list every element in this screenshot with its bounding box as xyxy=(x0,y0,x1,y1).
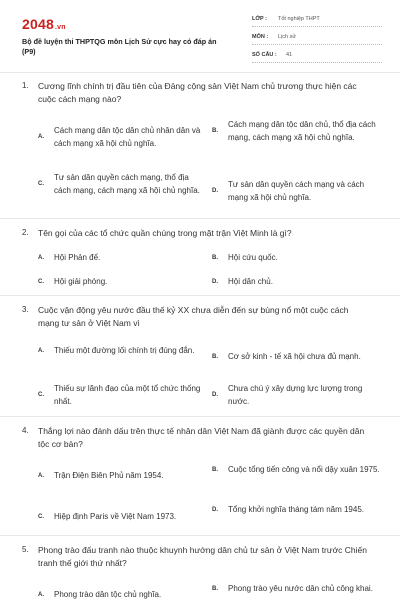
document-title: Bộ đề luyện thi THPTQG môn Lịch Sử cực hay có đáp án (P9) xyxy=(22,37,217,56)
meta-row-class xyxy=(252,14,382,27)
option-text: Hội Phản đế. xyxy=(54,253,101,262)
option-text: Tổng khởi nghĩa tháng tám năm 1945. xyxy=(228,505,364,514)
option-letter: A. xyxy=(38,347,44,354)
option-b[interactable] xyxy=(212,463,382,476)
option-text: Cơ sở kinh - tế xã hội chưa đủ mạnh. xyxy=(228,352,361,361)
option-text: Hội cứu quốc. xyxy=(228,253,278,262)
option-d[interactable] xyxy=(212,503,382,516)
option-text: Hội giải phóng. xyxy=(54,277,108,286)
option-letter: B. xyxy=(212,254,218,261)
document-header xyxy=(22,12,382,62)
option-letter: B. xyxy=(212,466,218,473)
option-b[interactable] xyxy=(212,350,382,363)
meta-value: 41 xyxy=(286,52,293,58)
option-letter: D. xyxy=(212,188,218,194)
option-text: Trận Điện Biên Phủ năm 1954. xyxy=(54,471,164,480)
option-c[interactable] xyxy=(38,382,213,408)
option-letter: D. xyxy=(212,506,218,513)
option-a[interactable] xyxy=(38,124,213,150)
meta-row-subject xyxy=(252,32,382,45)
option-text: Cách mạng dân tộc dân chủ nhân dân và cách mạng xã hội chủ nghĩa. xyxy=(54,126,201,148)
option-c[interactable] xyxy=(38,275,213,288)
option-a[interactable] xyxy=(38,588,213,600)
divider xyxy=(0,535,400,536)
option-letter: C. xyxy=(38,392,44,398)
meta-label: MÔN : xyxy=(252,34,269,40)
logo-suffix: .vn xyxy=(54,24,66,31)
option-a[interactable] xyxy=(38,469,213,482)
option-text: Thiếu sự lãnh đạo của một tổ chức thống nhất. xyxy=(54,384,201,406)
option-text: Hiệp định Paris về Việt Nam 1973. xyxy=(54,512,177,521)
question-text: Cuộc vận động yêu nước đầu thế kỷ XX chưa diễn đến sự bùng nổ một cuộc cách mạng tư sản ở Việt Nam vì xyxy=(38,305,349,328)
option-a[interactable] xyxy=(38,251,213,264)
question-number: 5. xyxy=(22,545,29,554)
meta-value: Lịch sử xyxy=(278,34,297,40)
option-text: Tư sản dân quyền cách mạng và cách mạng xã hội chủ nghĩa. xyxy=(228,180,365,202)
meta-label: SỐ CÂU : xyxy=(252,52,277,58)
option-d[interactable] xyxy=(212,382,382,408)
option-letter: A. xyxy=(38,254,44,261)
option-b[interactable] xyxy=(212,118,382,144)
option-letter: B. xyxy=(212,353,218,360)
option-letter: D. xyxy=(212,278,218,285)
option-letter: B. xyxy=(212,585,218,592)
site-logo[interactable] xyxy=(22,16,66,32)
option-text: Hội dân chủ. xyxy=(228,277,273,286)
meta-value: Tốt nghiệp THPT xyxy=(278,16,320,22)
option-a[interactable] xyxy=(38,344,213,357)
option-text: Cách mạng dân tộc dân chủ, thổ địa cách mạng, cách mạng xã hội chủ nghĩa. xyxy=(228,120,376,142)
option-letter: D. xyxy=(212,392,218,398)
question-number: 2. xyxy=(22,228,29,237)
divider xyxy=(0,72,400,73)
divider xyxy=(0,218,400,219)
option-text: Tư sản dân quyền cách mạng, thổ địa cách mạng, cách mạng xã hội chủ nghĩa. xyxy=(54,173,200,195)
option-text: Phong trào dân tộc chủ nghĩa. xyxy=(54,590,162,599)
question-number: 1. xyxy=(22,81,29,90)
option-letter: C. xyxy=(38,513,44,520)
question-text: Tên gọi của các tổ chức quần chúng trong mặt trận Việt Minh là gì? xyxy=(38,228,292,238)
option-text: Thiếu một đường lối chính trị đúng đắn. xyxy=(54,346,195,355)
option-letter: A. xyxy=(38,134,44,140)
option-text: Chưa chú ý xây dựng lực lượng trong nước. xyxy=(228,384,363,406)
option-letter: A. xyxy=(38,472,44,479)
meta-row-count xyxy=(252,50,382,63)
divider xyxy=(0,295,400,296)
option-d[interactable] xyxy=(212,275,382,288)
question-text: Thắng lợi nào đánh dấu trên thực tế nhân dân Việt Nam đã giành được các quyền dân tộc cơ bản? xyxy=(38,426,365,449)
question-text: Cương lĩnh chính trị đầu tiên của Đảng cộng sản Việt Nam chủ trương thực hiện các cuộc cách mạng nào? xyxy=(38,81,357,104)
option-text: Phong trào yêu nước dân chủ công khai. xyxy=(228,584,373,593)
meta-label: LỚP : xyxy=(252,16,267,22)
option-letter: C. xyxy=(38,181,44,187)
option-letter: B. xyxy=(212,128,218,134)
question-number: 4. xyxy=(22,426,29,435)
option-text: Cuộc tổng tiến công và nổi dậy xuân 1975. xyxy=(228,465,380,474)
question-number: 3. xyxy=(22,305,29,314)
option-d[interactable] xyxy=(212,178,382,204)
option-letter: C. xyxy=(38,278,44,285)
option-letter: A. xyxy=(38,591,44,598)
option-b[interactable] xyxy=(212,251,382,264)
logo-main: 2048 xyxy=(22,16,54,32)
divider xyxy=(0,416,400,417)
option-c[interactable] xyxy=(38,171,213,197)
meta-box xyxy=(252,14,382,68)
question-text: Phong trào đấu tranh nào thuộc khuynh hướng dân chủ tư sản ở Việt Nam trước Chiến tranh thế giới thứ nhất? xyxy=(38,545,367,568)
option-c[interactable] xyxy=(38,510,213,523)
option-b[interactable] xyxy=(212,582,382,595)
